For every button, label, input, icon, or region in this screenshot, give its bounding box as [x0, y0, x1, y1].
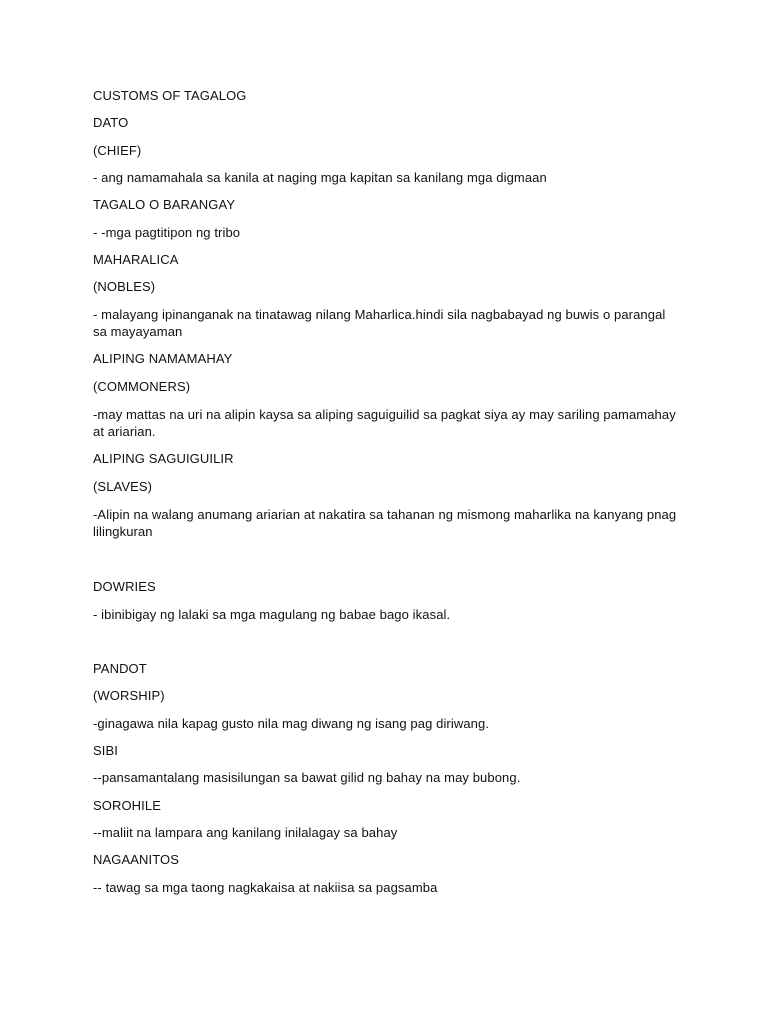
subheading-worship: (WORSHIP)	[93, 688, 165, 703]
heading-aliping-saguiguilir: ALIPING SAGUIGUILIR	[93, 451, 234, 466]
definition-maharalica: - malayang ipinanganak na tinatawag nilang Maharlica.hindi sila nagbabayad ng buwis o parangal sa mayayaman	[93, 307, 666, 339]
heading-tagalo-o-barangay: TAGALO O BARANGAY	[93, 197, 236, 212]
heading-maharalica: MAHARALICA	[93, 252, 179, 267]
document-title: CUSTOMS OF TAGALOG	[93, 88, 247, 103]
heading-aliping-namamahay: ALIPING NAMAMAHAY	[93, 351, 233, 366]
subheading-commoners: (COMMONERS)	[93, 379, 191, 394]
definition-aliping-namamahay: -may mattas na uri na alipin kaysa sa aliping saguiguilid sa pagkat siya ay may sariling pamamahay at ariarian.	[93, 407, 676, 439]
subheading-slaves: (SLAVES)	[93, 479, 153, 494]
heading-nagaanitos: NAGAANITOS	[93, 852, 180, 867]
subheading-chief: (CHIEF)	[93, 143, 142, 158]
heading-sorohile: SOROHILE	[93, 798, 161, 813]
definition-nagaanitos: -- tawag sa mga taong nagkakaisa at nakiisa sa pagsamba	[93, 880, 438, 895]
heading-pandot: PANDOT	[93, 661, 147, 676]
definition-sibi: --pansamantalang masisilungan sa bawat gilid ng bahay na may bubong.	[93, 770, 521, 785]
definition-pandot: -ginagawa nila kapag gusto nila mag diwang ng isang pag diriwang.	[93, 716, 490, 731]
heading-dato: DATO	[93, 115, 129, 130]
definition-aliping-saguiguilir: -Alipin na walang anumang ariarian at nakatira sa tahanan ng mismong maharlika na kanyang pnag lilingkuran	[93, 507, 677, 539]
subheading-nobles: (NOBLES)	[93, 279, 156, 294]
definition-dato: - ang namamahala sa kanila at naging mga kapitan sa kanilang mga digmaan	[93, 170, 547, 185]
heading-dowries: DOWRIES	[93, 579, 156, 594]
definition-tagalo-o-barangay: - -mga pagtitipon ng tribo	[93, 225, 241, 240]
heading-sibi: SIBI	[93, 743, 118, 758]
definition-sorohile: --maliit na lampara ang kanilang inilalagay sa bahay	[93, 825, 398, 840]
definition-dowries: - ibinibigay ng lalaki sa mga magulang ng babae bago ikasal.	[93, 607, 451, 622]
